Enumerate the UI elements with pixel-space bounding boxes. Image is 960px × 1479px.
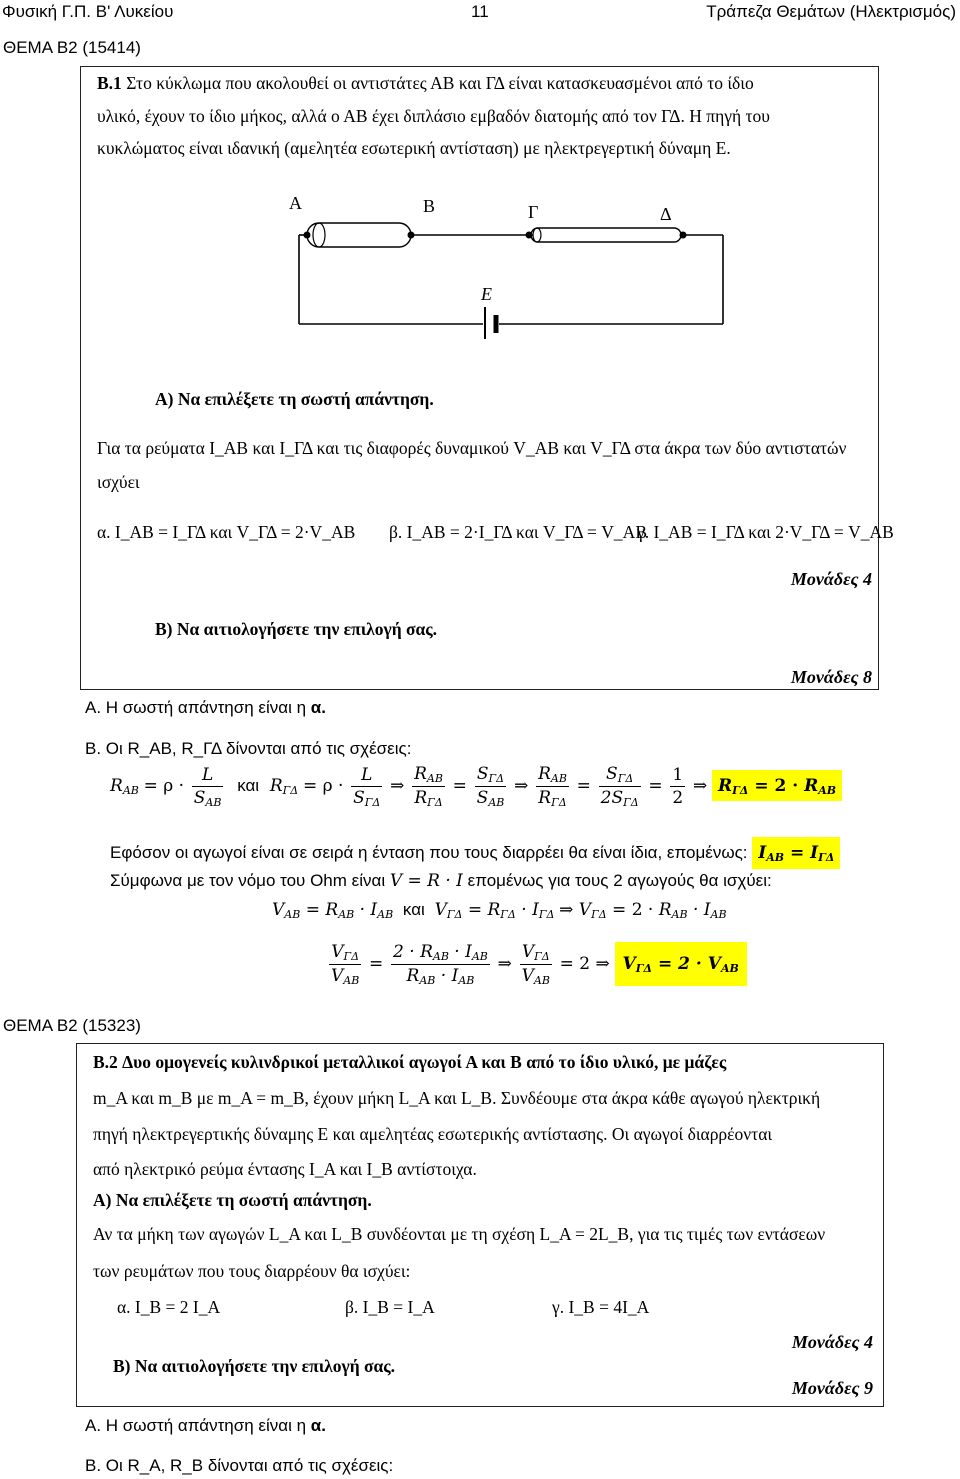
solution2-answer-letter: α.	[310, 1416, 326, 1435]
voltage-equations: $V_{AB} = R_{AB} \cdot I_{AB}$ και $V_{\Gamma\Delta} = R_{\Gamma\Delta} \cdot I_{\Gamma\Delta}$ ⇒ $V_{\Gamma\Delta} = 2 \cdot R_{AB} \cdot I_{AB}$	[272, 900, 727, 921]
problem1-intro-line-2: υλικό, έχουν το ίδιο μήκος, αλλά ο ΑΒ έχει διπλάσιο εμβαδόν διατομής από τον ΓΔ. Η πηγή του	[97, 106, 770, 126]
problem2-option-b: β. I_B = I_A	[345, 1297, 435, 1317]
problem2-option-c: γ. I_B = 4I_A	[552, 1297, 650, 1317]
problem1-question-line-2: ισχύει	[97, 472, 140, 492]
problem2-question-line-1: Αν τα μήκη των αγωγών L_A και L_B συνδέονται με τη σχέση L_A = 2L_B, για τις τιμές των εντάσεων	[93, 1224, 826, 1244]
circuit-label-a: A	[289, 193, 302, 213]
problem2-box	[76, 1043, 884, 1407]
problem2-intro-line-4: από ηλεκτρικό ρεύμα έντασης I_A και I_B αντίστοιχα.	[93, 1159, 477, 1179]
problem1-number: B.1	[97, 73, 122, 93]
ohm-formula: V = R · I	[389, 871, 463, 891]
problem1-option-c: γ. I_AB = I_ΓΔ και 2·V_ΓΔ = V_AB	[637, 522, 894, 542]
circuit-diagram	[231, 179, 751, 339]
terminal-d-dot	[680, 232, 687, 239]
solution1-and-1: και	[237, 775, 260, 795]
problem1-option-b: β. I_AB = 2·I_ΓΔ και V_ΓΔ = V_AB	[389, 522, 647, 542]
solution1-answer: Α. Η σωστή απάντηση είναι η α.	[85, 698, 326, 717]
circuit-label-g: Γ	[528, 202, 539, 222]
problem1-box	[80, 66, 894, 690]
solution1-series: Εφόσον οι αγωγοί είναι σε σειρά η ένταση που τους διαρρέει θα είναι ίδια, επομένως: $I_{AB} = I_{\Gamma\Delta}$	[110, 843, 840, 864]
resistor-ab	[307, 223, 411, 247]
problem2-question-line-2: των ρευμάτων που τους διαρρέουν θα ισχύει:	[93, 1261, 411, 1281]
problem2-units-b: Μονάδες 9	[791, 1378, 873, 1398]
series-result-highlight: $I_{AB} = I_{\Gamma\Delta}$	[752, 837, 840, 869]
problem1-intro-line-1: B.1 Στο κύκλωμα που ακολουθεί οι αντιστάτες ΑΒ και ΓΔ είναι κατασκευασμένοι από το ίδιο	[97, 73, 754, 93]
problem2-part-a: A) Να επιλέξετε τη σωστή απάντηση.	[93, 1190, 372, 1210]
resistance-equation-chain: $R_{AB} = \rho$ · $\frac{L}{S_{AB}}$ και $R_{\Gamma\Delta} = \rho$ · $\frac{L}{S_{\Gamma\Delta}}$ ⇒ $\frac{R_{AB}}{R_{\Gamma\Delta}}$ = $\frac{S_{\Gamma\Delta}}{S_{AB}}$ ⇒ $\frac{R_{AB}}{R_{\Gamma\Delta}}$ = $\frac{S_{\Gamma\Delta}}{2S_{\Gamma\Delta}}$ = $\frac{1}{2}$ ⇒ $R_{\Gamma\Delta} = 2 \cdot R_{AB}$	[110, 764, 842, 809]
header-page-number: 11	[471, 2, 489, 21]
problem2-heading: ΘΕΜΑ Β2 (15323)	[3, 1016, 141, 1035]
solution1-answer-letter: α.	[310, 698, 326, 717]
solution2-answer: Α. Η σωστή απάντηση είναι η α.	[85, 1416, 326, 1435]
solution1-ohm: Σύμφωνα με τον νόμο του Ohm είναι V = R · I επομένως για τους 2 αγωγούς θα ισχύει:	[110, 871, 772, 891]
problem1-intro-line-3: κυκλώματος είναι ιδανική (αμελητέα εσωτερική αντίσταση) με ηλεκτρεγερτική δύναμη E.	[97, 138, 731, 158]
problem1-part-b: B) Να αιτιολογήσετε την επιλογή σας.	[155, 619, 438, 639]
problem2-intro-line-3: πηγή ηλεκτρεγερτικής δύναμης E και αμελητέας εσωτερικής αντίστασης. Οι αγωγοί διαρρέονται	[93, 1124, 773, 1144]
problem1-part-a: A) Να επιλέξετε τη σωστή απάντηση.	[155, 389, 434, 409]
problem2-intro-line-1: B.2 Δυο ομογενείς κυλινδρικοί μεταλλικοί αγωγοί Α και Β από το ίδιο υλικό, με μάζες	[93, 1052, 727, 1072]
solution1-b-intro: Β. Οι R_AB, R_ΓΔ δίνονται από τις σχέσεις:	[85, 739, 412, 758]
voltage-ratio-equation: $\frac{V_{\Gamma\Delta}}{V_{AB}}$ = $\frac{2 \cdot R_{AB} \cdot I_{AB}}{R_{AB} \cdot I_{AB}}$ ⇒ $\frac{V_{\Gamma\Delta}}{V_{AB}}$ = 2 ⇒ $V_{\Gamma\Delta} = 2 \cdot V_{AB}$	[326, 942, 747, 987]
circuit-label-b: B	[423, 196, 436, 216]
problem2-units-a: Μονάδες 4	[791, 1332, 873, 1352]
terminal-g-dot	[526, 232, 533, 239]
circuit-label-d: Δ	[660, 204, 672, 224]
solution2-b-intro: Β. Οι R_A, R_B δίνονται από τις σχέσεις:	[85, 1456, 394, 1475]
problem1-units-b: Μονάδες 8	[790, 667, 872, 687]
problem1-heading: ΘΕΜΑ Β2 (15414)	[3, 38, 141, 57]
battery-symbol	[485, 307, 496, 339]
circuit-label-e: E	[481, 284, 492, 304]
final-result-highlight: $V_{\Gamma\Delta} = 2 \cdot V_{AB}$	[615, 942, 747, 986]
problem2-intro-line-2: m_A και m_B με m_A = m_B, έχουν μήκη L_A και L_B. Συνδέουμε στα άκρα κάθε αγωγού ηλεκτρική	[93, 1088, 821, 1108]
problem1-option-a: α. I_AB = I_ΓΔ και V_ΓΔ = 2·V_AB	[97, 522, 356, 542]
problem1-question-line-1: Για τα ρεύματα I_AB και I_ΓΔ και τις διαφορές δυναμικού V_AB και V_ΓΔ στα άκρα των δύο αντιστατών	[97, 438, 847, 458]
problem2-part-b: B) Να αιτιολογήσετε την επιλογή σας.	[113, 1356, 396, 1376]
terminal-b-dot	[408, 232, 415, 239]
resistor-gd	[531, 228, 681, 242]
problem1-units-a: Μονάδες 4	[790, 569, 872, 589]
terminal-a-dot	[304, 232, 311, 239]
header-subject: Φυσική Γ.Π. Β' Λυκείου	[2, 2, 174, 21]
problem2-option-a: α. I_B = 2 I_A	[117, 1297, 221, 1317]
header-collection: Τράπεζα Θεμάτων (Ηλεκτρισμός)	[706, 2, 956, 21]
